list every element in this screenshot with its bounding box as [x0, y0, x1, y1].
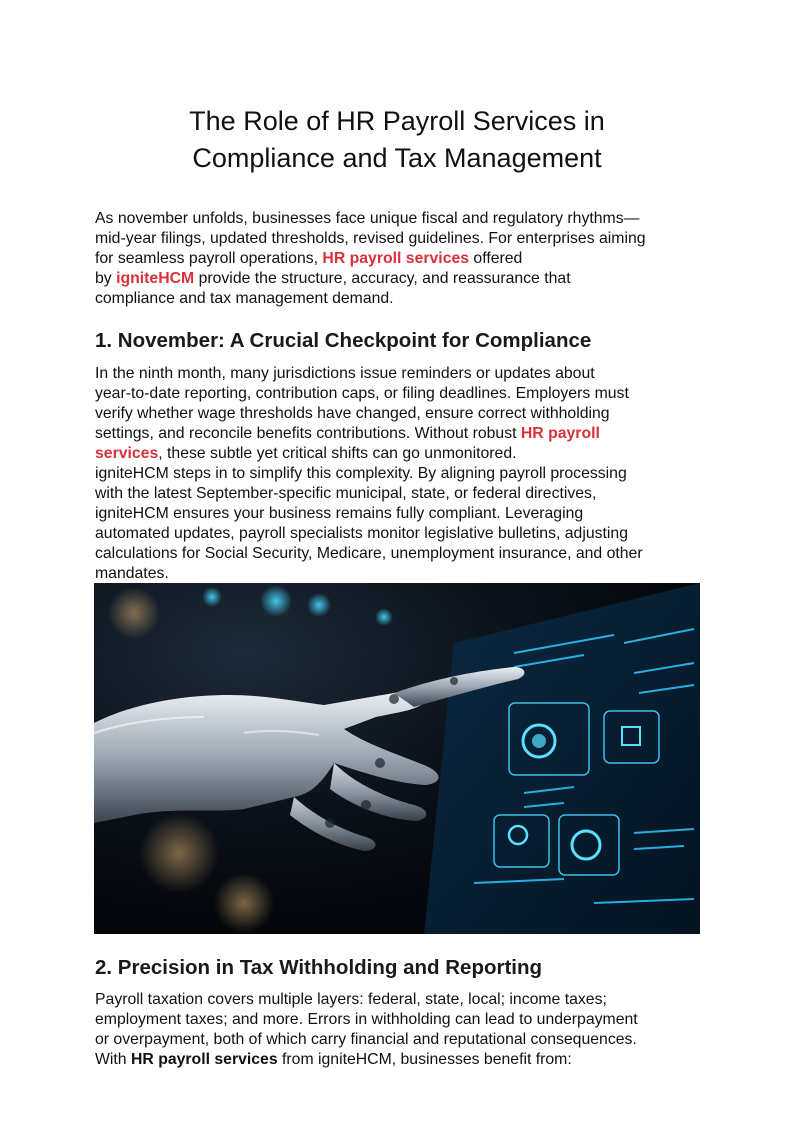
intro-line: offered	[469, 250, 523, 267]
robot-hand-illustration	[94, 583, 700, 934]
intro-line: compliance and tax management demand.	[95, 290, 394, 307]
body-line: with the latest September-specific municipal, state, or federal directives,	[95, 485, 597, 502]
hr-payroll-services-bold: HR payroll services	[130, 1051, 278, 1068]
hr-payroll-link[interactable]: HR payroll	[520, 425, 600, 442]
section-2-heading: 2. Precision in Tax Withholding and Reporting	[95, 956, 543, 979]
section-1-paragraph	[95, 364, 705, 584]
body-line: or overpayment, both of which carry financial and reputational consequences.	[95, 1031, 637, 1048]
hr-payroll-services-link[interactable]: HR payroll services	[322, 250, 470, 267]
title-line-1: The Role of HR Payroll Services in	[189, 106, 605, 136]
body-line: Payroll taxation covers multiple layers: federal, state, local; income taxes;	[95, 991, 607, 1008]
body-line: calculations for Social Security, Medicare, unemployment insurance, and other	[95, 545, 643, 562]
section-2-paragraph	[95, 990, 705, 1070]
robot-hand-image	[94, 583, 700, 934]
body-line: verify whether wage thresholds have changed, ensure correct withholding	[95, 405, 610, 422]
body-line: employment taxes; and more. Errors in withholding can lead to underpayment	[95, 1011, 638, 1028]
services-link[interactable]: services	[95, 445, 159, 462]
body-line: , these subtle yet critical shifts can go unmonitored.	[158, 445, 517, 462]
intro-line: provide the structure, accuracy, and reassurance that	[194, 270, 571, 287]
intro-line: As november unfolds, businesses face unique fiscal and regulatory rhythms—	[95, 210, 640, 227]
section-1-heading: 1. November: A Crucial Checkpoint for Compliance	[95, 329, 592, 352]
ignitehcm-link[interactable]: igniteHCM	[111, 270, 195, 287]
body-line: With	[95, 1051, 131, 1068]
body-line: from igniteHCM, businesses benefit from:	[277, 1051, 572, 1068]
body-line: igniteHCM ensures your business remains fully compliant. Leveraging	[95, 505, 584, 522]
body-line: year-to-date reporting, contribution caps, or filing deadlines. Employers must	[95, 385, 629, 402]
intro-line: by	[95, 270, 112, 287]
body-line: igniteHCM steps in to simplify this complexity. By aligning payroll processing	[95, 465, 627, 482]
body-line: In the ninth month, many jurisdictions issue reminders or updates about	[95, 365, 595, 382]
page-title	[0, 103, 794, 177]
body-line: settings, and reconcile benefits contributions. Without robust	[95, 425, 521, 442]
body-line: automated updates, payroll specialists monitor legislative bulletins, adjusting	[95, 525, 628, 542]
intro-line: for seamless payroll operations,	[95, 250, 323, 267]
intro-paragraph	[95, 209, 705, 309]
title-line-2: Compliance and Tax Management	[192, 143, 602, 173]
intro-line: mid-year filings, updated thresholds, revised guidelines. For enterprises aiming	[95, 230, 646, 247]
body-line: mandates.	[95, 565, 169, 582]
